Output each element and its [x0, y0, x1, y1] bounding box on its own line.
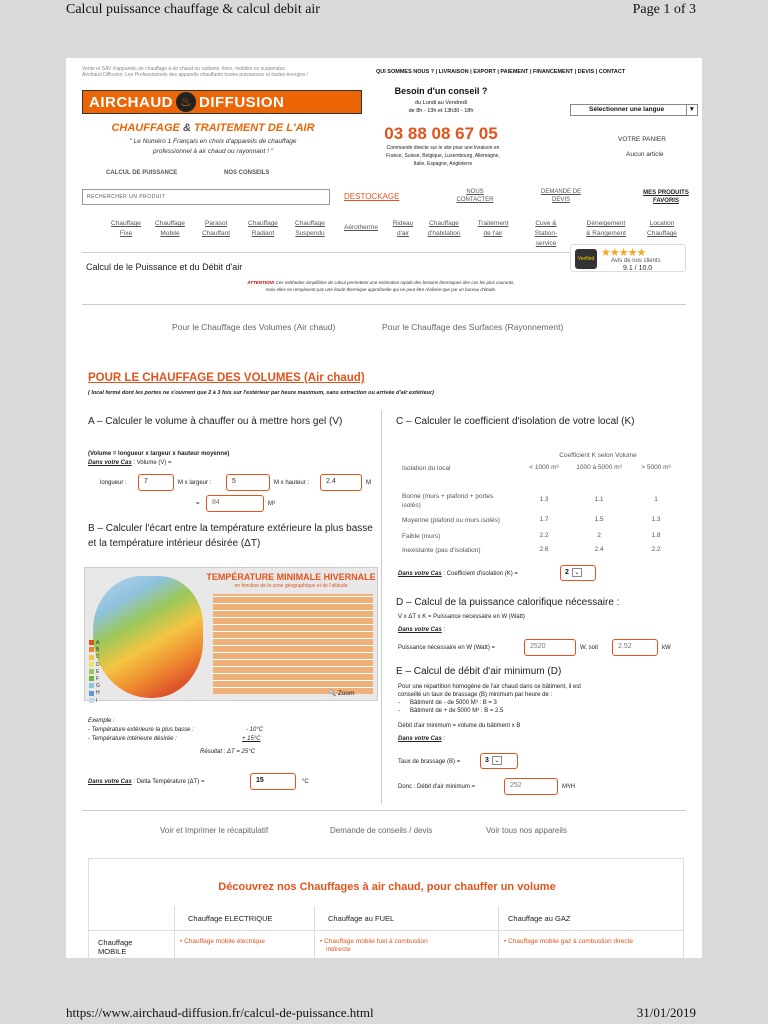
table-cell: 1.1	[594, 496, 604, 503]
menu-item-line-2: Mobile	[160, 230, 180, 237]
step-b-title: B – Calculer l'écart entre la température extérieure la plus basse et la température intérieur désirée (ΔT)	[88, 523, 373, 549]
table-cell: 2	[597, 532, 601, 539]
bullet-text: Bâtiment de + de 5000 M³ : B = 2.5	[410, 708, 504, 714]
legend-item: B	[89, 647, 100, 654]
tagline-sub-2: professionnel à air chaud ou rayonnant ! "	[152, 148, 274, 155]
delta-t-input[interactable]: 15	[250, 773, 296, 790]
col-header: Chauffage au FUEL	[328, 914, 395, 923]
volume-result: 84	[206, 495, 264, 512]
table-divider	[88, 930, 684, 931]
col-header: Chauffage au GAZ	[508, 914, 571, 923]
table-cell: 2.2	[651, 546, 661, 553]
site-tagline-2: Airchaud Diffusion, Les Professionnels des appareils chauffants toutes puissances et toutes énergies !	[82, 72, 309, 78]
menu-item[interactable]	[196, 219, 236, 239]
table-header-title: Coefficient K selon Volume	[559, 452, 637, 459]
chevron-down-icon: ▼	[686, 105, 695, 115]
unit-celsius: °C	[302, 779, 309, 785]
product-link-text: Chauffage mobile électrique	[184, 938, 265, 945]
zoom-link[interactable]	[328, 689, 355, 697]
row-label-line: Chauffage	[98, 938, 133, 947]
chevron-down-icon: ⌄	[572, 568, 582, 577]
soit-label: W, soit	[580, 645, 599, 651]
table-cell: 1.3	[539, 496, 549, 503]
menu-item-line-2: Fixe	[119, 230, 133, 237]
top-nav[interactable]: QUI SOMMES NOUS ? | LIVRAISON | EXPORT | PAIEMENT | FINANCEMENT | DEVIS | CONTACT	[376, 69, 626, 75]
menu-item-line-1: Chauffage	[429, 220, 459, 227]
table-cell: Faible (murs)	[402, 533, 441, 540]
pdf-page-number: Page 1 of 3	[632, 2, 696, 17]
longueur-input[interactable]: 7	[138, 474, 174, 491]
menu-item-line-2: d'habitation	[427, 230, 461, 237]
example-value-1: - 10°C	[246, 727, 264, 733]
legend-item: E	[89, 669, 100, 676]
menu-item[interactable]	[640, 219, 684, 239]
logo-text-right: DIFFUSION	[199, 93, 285, 111]
puissance-w-result: 2520	[524, 639, 576, 656]
table-cell: 1.8	[651, 532, 661, 539]
largeur-label: M x largeur :	[178, 480, 212, 486]
star-rating-icon: ★★★★★	[601, 247, 646, 259]
tab-surfaces[interactable]: Pour le Chauffage des Surfaces (Rayonnement)	[382, 322, 564, 332]
divider	[82, 810, 686, 811]
table-cell: Bonne (murs + plafond + portes isolés)	[402, 493, 494, 509]
col-header: 1000 à 5000 m³	[576, 464, 622, 471]
product-link[interactable]: • Chauffage mobile gaz à combustion directe	[504, 938, 633, 945]
site-logo[interactable]	[82, 90, 362, 114]
attention-label: ATTENTION!	[247, 280, 275, 285]
menu-item[interactable]	[150, 219, 190, 239]
conseil-text: Commande directe sur le site pour une livraison en France, Suisse, Belgique, Luxembourg, Allemagne, Italie, Espagne, Angleterre	[386, 145, 500, 167]
attention-text-1: Ces méthodes simplifiées de calcul permettent une estimation rapide des besoins thermiques des cas les plus courants,	[274, 280, 515, 285]
cart-value: Aucun article	[626, 151, 664, 158]
destockage-link[interactable]: DESTOCKAGE	[344, 192, 400, 201]
table-cell: Inexistante (pas d'isolation)	[402, 547, 481, 554]
menu-item-line-1: Parasol	[204, 220, 228, 227]
menu-item-line-2: & Rangement	[586, 230, 626, 237]
unit-m: M	[366, 480, 371, 486]
legend-item: C	[89, 654, 100, 661]
tagline-sub-1: " Le Numéro 1 Français en choix d'appareils de chauffage	[129, 138, 297, 145]
language-select[interactable]	[570, 104, 698, 116]
search-input[interactable]: RECHERCHER UN PRODUIT	[82, 189, 330, 205]
tagline-sub	[102, 137, 324, 157]
table-cell: 2.4	[594, 546, 604, 553]
step-e-votre: Dans votre Cas :	[398, 736, 446, 742]
votre-cas-text: : Volume (V) =	[131, 460, 172, 466]
chevron-down-icon: ⌄	[492, 756, 502, 765]
panel-title: Découvrez nos Chauffages à air chaud, pour chauffer un volume	[218, 881, 556, 893]
tagline	[98, 122, 328, 134]
puissance-label: Puissance nécessaire en W (Watt) =	[398, 645, 495, 651]
map-subtitle: en fonction de la zone géographique et de l'altitude	[234, 583, 348, 589]
pdf-header	[0, 0, 768, 22]
pdf-url: https://www.airchaud-diffusion.fr/calcul-de-puissance.html	[66, 1005, 374, 1020]
contact-link[interactable]: NOUS CONTACTER	[456, 189, 494, 203]
taux-label: Taux de brassage (B) =	[398, 759, 461, 765]
unit-kw: kW	[662, 645, 671, 651]
coefficient-select[interactable]	[560, 565, 596, 581]
step-a-formula: (Volume = longueur x largeur x hauteur moyenne)	[88, 451, 230, 457]
col-header: Isolation du local	[402, 465, 451, 472]
table-cell: 2.2	[539, 532, 549, 539]
step-c-votre	[398, 570, 518, 578]
attention-note	[201, 280, 561, 293]
votre-cas-label: Dans votre Cas	[398, 736, 442, 742]
temperature-map[interactable]	[84, 567, 378, 704]
language-select-value: Sélectionner une langue	[589, 106, 665, 113]
column-divider	[381, 410, 382, 804]
menu-item[interactable]	[388, 219, 418, 239]
tagline-part-a: CHAUFFAGE	[111, 122, 180, 134]
tab-volumes[interactable]: Pour le Chauffage des Volumes (Air chaud)	[172, 322, 336, 332]
menu-item-line-2: Radiant	[251, 230, 275, 237]
conseils-devis-link[interactable]: Demande de conseils / devis	[330, 826, 433, 835]
devis-link[interactable]: DEMANDE DE DEVIS	[540, 189, 581, 203]
unit-m3h: M³/H	[562, 784, 575, 790]
attention-text-2: mais elles ne remplacent pas une étude thermique approfondie qui ne peut être réalisée que par un bureau d'étude.	[265, 286, 497, 292]
menu-item[interactable]	[576, 219, 636, 239]
votre-cas-label: Dans votre Cas	[88, 779, 132, 785]
menu-item-line-1: Aérotherme	[344, 224, 378, 231]
menu-item-line-1: Chauffage	[155, 220, 185, 227]
tagline-part-c: TRAITEMENT DE L'AIR	[193, 122, 315, 134]
divider	[82, 304, 686, 305]
menu-item[interactable]	[242, 219, 284, 239]
section-title: POUR LE CHAUFFAGE DES VOLUMES (Air chaud)	[88, 372, 365, 384]
page-title: Calcul de le Puissance et du Débit d'air	[86, 262, 243, 272]
step-c-title: C – Calculer le coefficient d'isolation de votre local (K)	[396, 416, 635, 427]
conseil-hours-2: de 8h - 13h et 13h30 - 18h	[408, 108, 474, 114]
votre-cas-label: Dans votre Cas	[88, 460, 132, 466]
step-d-votre: Dans votre Cas :	[398, 627, 446, 633]
table-divider	[498, 906, 499, 958]
step-a-title: A – Calculer le volume à chauffer ou à mettre hors gel (V)	[88, 416, 343, 427]
row-label-line: MOBILE	[98, 947, 127, 956]
table-cell: 1.3	[651, 516, 661, 523]
bullet-text: Bâtiment de - de 5000 M³ : B = 3	[410, 700, 497, 706]
menu-item-line-2: Suspendu	[295, 230, 325, 237]
main-menu	[106, 219, 686, 247]
unit-m3: M³	[268, 501, 275, 507]
table-cell: 2.6	[539, 546, 549, 553]
step-b-votre	[88, 778, 204, 786]
legend-item: F	[89, 676, 100, 683]
table-cell: Moyenne (plafond ou murs isolés)	[402, 517, 500, 524]
france-map-image	[93, 576, 203, 698]
equals-sign: =	[196, 501, 200, 507]
example-line-2: - Température intérieure désirée :	[88, 736, 177, 742]
step-e-debit: Débit d'air minimum = volume du bâtiment x B	[398, 723, 521, 729]
debit-result: 252	[504, 778, 558, 795]
legend-item: G	[89, 683, 100, 690]
favoris-link[interactable]: MES PRODUITS FAVORIS	[643, 190, 689, 204]
product-link[interactable]: • Chauffage mobile fuel à combustion indirecte	[320, 938, 428, 953]
taux-select[interactable]	[480, 753, 518, 769]
largeur-input[interactable]: 5	[226, 474, 270, 491]
example-result: Résultat : ΔT = 25°C	[200, 749, 255, 755]
menu-item[interactable]	[420, 219, 468, 239]
step-e-bullet-1: - Bâtiment de - de 5000 M³ : B = 3	[398, 700, 497, 706]
table-divider	[174, 906, 175, 958]
recap-link[interactable]: Voir et Imprimer le récapitulatif	[160, 826, 269, 835]
verified-icon: Verified	[575, 249, 597, 269]
step-d-formula: V x ΔT x K = Puissance nécessaire en W (Watt)	[398, 614, 525, 620]
calc-link[interactable]: CALCUL DE PUISSANCE	[106, 170, 178, 176]
product-link[interactable]: • Chauffage mobile électrique	[180, 938, 265, 945]
example-value-2: + 15°C	[242, 736, 261, 742]
menu-item-line-2: Station-service	[534, 230, 558, 247]
search-icon: 🔍	[328, 690, 337, 697]
site-tagline-1: Vente et SAV d'appareils de chauffage à air chaud ou radiants, fixes, mobiles ou suspendus.	[82, 66, 287, 72]
review-score: 9.1 / 10.0	[623, 265, 653, 272]
menu-item-line-2: Chauffage	[647, 230, 677, 237]
step-e-text-1: Pour une répartition homogène de l'air chaud dans ce bâtiment, il est	[398, 684, 581, 690]
col-header: Chauffage ELECTRIQUE	[188, 914, 273, 923]
menu-item[interactable]	[336, 223, 386, 233]
table-cell: 1.5	[594, 516, 604, 523]
legend-item: H	[89, 690, 100, 697]
menu-item[interactable]	[470, 219, 516, 239]
step-a-votre	[88, 459, 172, 467]
menu-item-line-1: Cuve &	[535, 220, 557, 227]
example-title: Exemple :	[88, 718, 115, 724]
legend-item: I	[89, 698, 100, 705]
menu-item[interactable]	[288, 219, 332, 239]
map-title: TEMPÉRATURE MINIMALE HIVERNALE	[206, 572, 376, 582]
menu-item-line-2: d'air	[396, 230, 410, 237]
longueur-label: longueur :	[100, 480, 127, 486]
puissance-kw-result: 2.52	[612, 639, 658, 656]
product-link-text: Chauffage mobile gaz à combustion directe	[508, 938, 633, 945]
legend-item: A	[89, 640, 100, 647]
menu-item-line-2: Chauffant	[201, 230, 231, 237]
menu-item-line-1: Traitement	[477, 220, 509, 227]
step-e-title: E – Calcul de débit d'air minimum (D)	[396, 666, 562, 677]
map-legend	[89, 640, 100, 705]
menu-item-line-1: Déneigement	[586, 220, 626, 227]
conseil-block	[366, 86, 516, 115]
pdf-title: Calcul puissance chauffage & calcul debit air	[66, 2, 320, 17]
menu-item[interactable]	[526, 219, 566, 249]
menu-item-line-1: Chauffage	[111, 220, 141, 227]
hauteur-label: M x hauteur :	[274, 480, 310, 486]
menu-item-line-1: Chauffage	[295, 220, 325, 227]
cart-title[interactable]: VOTRE PANIER	[618, 136, 666, 143]
table-cell: 1	[654, 496, 658, 503]
legend-item: D	[89, 662, 100, 669]
table-cell: 1.7	[539, 516, 549, 523]
review-badge[interactable]	[570, 244, 686, 272]
pdf-date: 31/01/2019	[636, 1005, 696, 1020]
table-divider	[314, 906, 315, 958]
example-line-1: - Température extérieure la plus basse :	[88, 727, 194, 733]
menu-item-line-1: Location	[649, 220, 675, 227]
step-d-title: D – Calcul de la puissance calorifique nécessaire :	[396, 597, 620, 608]
zoom-label: Zoom	[337, 690, 355, 697]
conseil-title: Besoin d'un conseil ?	[394, 86, 488, 96]
menu-item-line-1: Rideau	[392, 220, 414, 227]
hauteur-input[interactable]: 2.4	[320, 474, 362, 491]
row-label	[98, 938, 132, 956]
votre-cas-text: : Coefficient d'isolation (K) =	[441, 571, 518, 577]
phone-number[interactable]: 03 88 08 67 05	[384, 124, 498, 143]
col-header: > 5000 m³	[641, 464, 671, 471]
conseil-hours-1: du Lundi au Vendredi	[415, 100, 467, 106]
debit-label: Donc : Débit d'air minimum =	[398, 784, 476, 790]
votre-cas-label: Dans votre Cas	[398, 627, 442, 633]
product-link-text: Chauffage mobile fuel à combustion	[324, 938, 428, 945]
section-subtitle: ( local fermé dont les portes ne s'ouvrent que 2 à 3 fois sur l'extérieur par heure maximum, sans extraction ou arrivée d'air extérieur)	[88, 390, 434, 396]
product-link-text: indirecte	[326, 946, 351, 953]
tagline-part-b: &	[179, 122, 194, 134]
select-value: 3	[485, 757, 489, 764]
map-table	[213, 594, 373, 694]
menu-item-line-1: Chauffage	[248, 220, 278, 227]
logo-text-left: AIRCHAUD	[89, 93, 173, 111]
step-e-bullet-2: - Bâtiment de + de 5000 M³ : B = 2.5	[398, 708, 504, 714]
col-header: < 1000 m³	[529, 464, 559, 471]
votre-cas-label: Dans votre Cas	[398, 571, 442, 577]
all-products-link[interactable]: Voir tous nos appareils	[486, 826, 567, 835]
web-page	[66, 58, 702, 958]
votre-cas-text: : Delta Température (ΔT) =	[131, 779, 205, 785]
menu-item[interactable]	[106, 219, 146, 239]
menu-item-line-2: de l'air	[483, 230, 503, 237]
review-text: Avis de nos clients	[611, 258, 661, 264]
select-value: 2	[565, 569, 569, 576]
step-e-text-2: conseillé un taux de brassage (B) minimum par heure de :	[398, 692, 553, 698]
conseils-link[interactable]: NOS CONSEILS	[224, 170, 270, 176]
flame-icon: ♨	[176, 92, 196, 112]
